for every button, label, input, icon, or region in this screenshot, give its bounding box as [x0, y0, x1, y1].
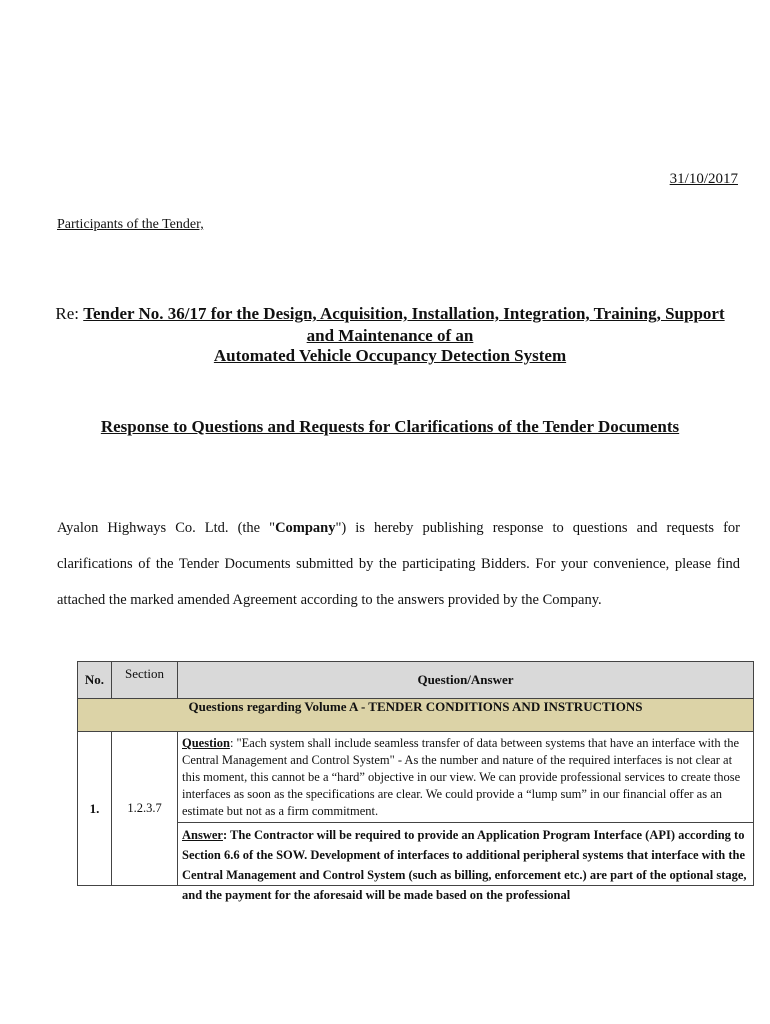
- tender-title-line1: Tender No. 36/17 for the Design, Acquisition, Installation, Integration, Training, Support and Maintenance of an: [83, 304, 725, 345]
- answer-row: [78, 823, 754, 886]
- intro-company: Company: [275, 520, 336, 536]
- volume-row: [78, 699, 754, 732]
- answer-text: : The Contractor will be required to provide an Application Program Interface (API) according to Section 6.6 of the SOW. Development of interfaces to additional peripheral systems that interface with the Central Management and Control System (such as billing, enforcement etc.) are part of the optional stage, and the payment for the aforesaid will be made based on the professional: [182, 828, 747, 902]
- re-line: [40, 303, 740, 347]
- intro-text-1: Ayalon Highways Co. Ltd. (the ": [57, 520, 276, 536]
- volume-title: Questions regarding Volume A - TENDER CONDITIONS AND INSTRUCTIONS: [78, 699, 754, 732]
- header-section: Section: [112, 662, 178, 699]
- question-text: : "Each system shall include seamless transfer of data between systems that have an interface with the Central Management and Control System" - As the number and nature of the required interfaces is not clear at this moment, this cannot be a “hard” objective in our view. We can provide professional services to create those interfaces as soon as the specifications are clear. We could provide a “lump sum” in our financial offer as an estimate but not as a firm commitment.: [182, 736, 741, 818]
- table-header-row: [78, 662, 754, 699]
- qa-table: [77, 661, 754, 902]
- table-row: [78, 732, 754, 823]
- answer-label: Answer: [182, 828, 223, 842]
- question-label: Question: [182, 736, 230, 750]
- row-section: 1.2.3.7: [112, 732, 178, 886]
- letter-date: 31/10/2017: [669, 171, 738, 187]
- row-number: 1.: [78, 732, 112, 886]
- tender-title-line2: Automated Vehicle Occupancy Detection System: [213, 346, 567, 365]
- addressee: Participants of the Tender,: [57, 217, 204, 232]
- subject-heading: Response to Questions and Requests for Clarifications of the Tender Documents: [100, 417, 680, 436]
- intro-paragraph: [57, 510, 740, 618]
- re-prefix: Re:: [55, 304, 84, 323]
- answer-cell: [178, 823, 754, 902]
- header-question-answer: Question/Answer: [178, 662, 754, 699]
- intro-text-2: ") is hereby publishing response to questions and requests for clarifications of the Tender Documents submitted by the participating Bidders. For your convenience, please find attached the marked amended Agreement according to the answers provided by the Company.: [57, 520, 740, 608]
- answer-clip: [182, 825, 750, 902]
- header-no: No.: [78, 662, 112, 699]
- question-cell: [178, 732, 754, 823]
